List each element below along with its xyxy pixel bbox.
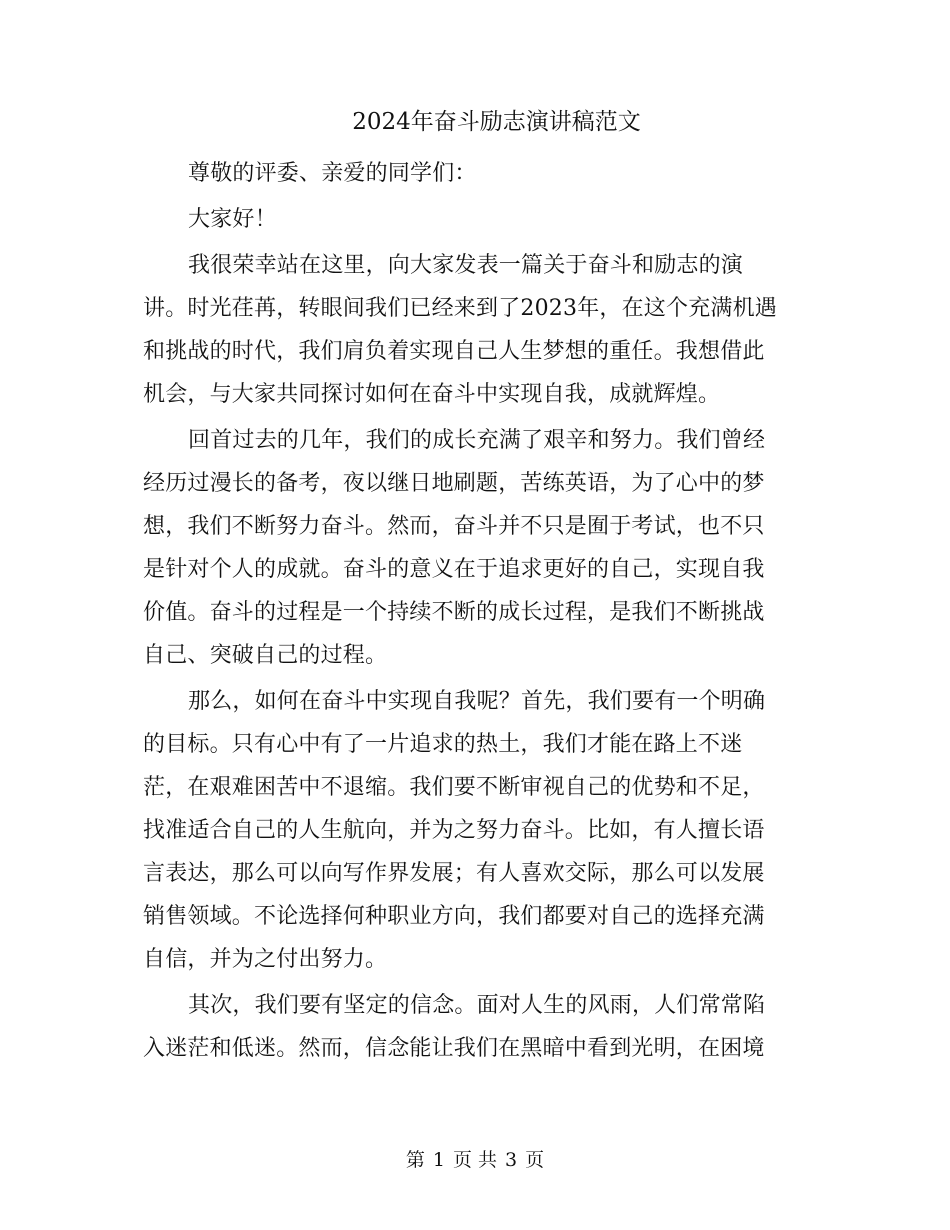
text-line: 讲。时光荏苒，转眼间我们已经来到了2023年，在这个充满机遇 <box>143 296 777 321</box>
paragraph-goal <box>143 680 808 981</box>
text-line: 自己、突破自己的过程。 <box>143 643 388 668</box>
text-line: 价值。奋斗的过程是一个持续不断的成长过程，是我们不断挑战 <box>143 600 765 625</box>
text-line: 是针对个人的成就。奋斗的意义在于追求更好的自己，实现自我 <box>143 557 765 582</box>
text-line: 销售领域。不论选择何种职业方向，我们都要对自己的选择充满 <box>143 904 765 929</box>
text-line: 言表达，那么可以向写作界发展；有人喜欢交际，那么可以发展 <box>143 861 765 886</box>
text-line: 大家好！ <box>188 207 277 232</box>
paragraph-belief <box>143 984 808 1070</box>
text-line: 想，我们不断努力奋斗。然而，奋斗并不只是囿于考试，也不只 <box>143 514 765 539</box>
footer-prefix: 第 <box>405 1149 425 1171</box>
text-line: 机会，与大家共同探讨如何在奋斗中实现自我，成就辉煌。 <box>143 382 721 407</box>
footer-page-number: 1 <box>432 1149 445 1171</box>
text-line: 那么，如何在奋斗中实现自我呢？首先，我们要有一个明确 <box>188 689 766 714</box>
text-line: 茫，在艰难困苦中不退缩。我们要不断审视自己的优势和不足， <box>143 775 765 800</box>
text-line: 自信，并为之付出努力。 <box>143 947 388 972</box>
paragraph-greeting <box>143 198 808 241</box>
footer-total-pages: 3 <box>505 1149 518 1171</box>
paragraph-review <box>143 419 808 677</box>
footer-suffix: 页 <box>525 1149 545 1171</box>
paragraph-intro <box>143 244 808 416</box>
text-line: 的目标。只有心中有了一片追求的热土，我们才能在路上不迷 <box>143 732 743 757</box>
text-line: 和挑战的时代，我们肩负着实现自己人生梦想的重任。我想借此 <box>143 339 765 364</box>
text-line: 经历过漫长的备考，夜以继日地刷题，苦练英语，为了心中的梦 <box>143 471 765 496</box>
page-footer <box>0 1148 950 1172</box>
document-title: 2024年奋斗励志演讲稿范文 <box>352 109 641 135</box>
text-line: 其次，我们要有坚定的信念。面对人生的风雨，人们常常陷 <box>188 993 766 1018</box>
document-body <box>143 152 808 1073</box>
text-line: 我很荣幸站在这里，向大家发表一篇关于奋斗和励志的演 <box>188 253 744 278</box>
text-line: 回首过去的几年，我们的成长充满了艰辛和努力。我们曾经 <box>188 428 766 453</box>
text-line: 找准适合自己的人生航向，并为之努力奋斗。比如，有人擅长语 <box>143 818 765 843</box>
text-line: 尊敬的评委、亲爱的同学们： <box>188 161 477 186</box>
paragraph-salutation <box>143 152 808 195</box>
text-line: 入迷茫和低迷。然而，信念能让我们在黑暗中看到光明，在困境 <box>143 1036 765 1061</box>
footer-middle: 页 共 <box>452 1149 498 1171</box>
